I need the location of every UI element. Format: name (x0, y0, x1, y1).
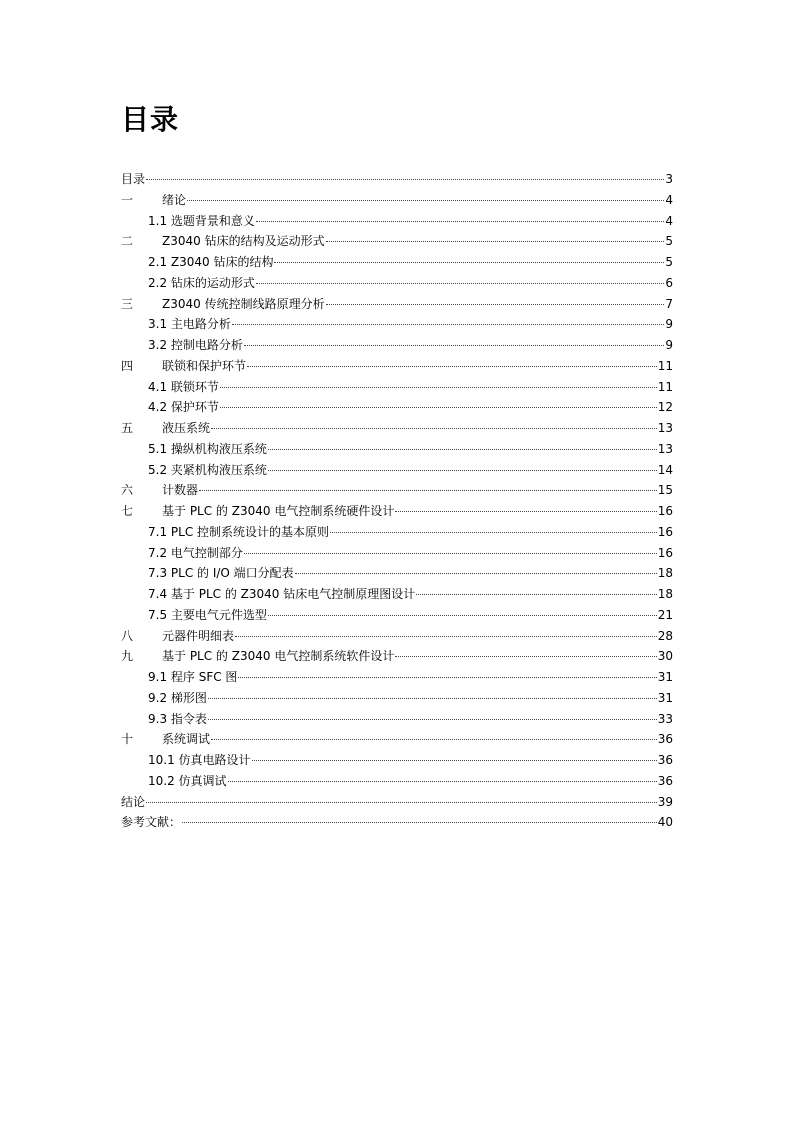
toc-entry-title: 参考文献： (121, 815, 182, 830)
toc-entry-title: 联锁和保护环节 (162, 358, 247, 373)
toc-entry[interactable] (121, 231, 673, 252)
toc-entry[interactable] (121, 169, 673, 190)
toc-chapter-number: 十 (121, 732, 134, 747)
toc-entry-title: 7.2 电气控制部分 (148, 545, 243, 560)
toc-dot-leader (256, 283, 664, 284)
toc-dot-leader (208, 698, 657, 699)
toc-page-number: 14 (657, 462, 673, 477)
toc-dot-leader (182, 822, 657, 823)
toc-dot-leader (211, 739, 657, 740)
toc-page-number: 12 (657, 400, 673, 415)
toc-dot-leader (232, 324, 664, 325)
toc-entry[interactable] (121, 522, 673, 543)
toc-entry[interactable] (121, 294, 673, 315)
toc-page-number: 30 (657, 649, 673, 664)
toc-page-number: 16 (657, 504, 673, 518)
toc-page-number: 5 (665, 255, 673, 269)
toc-page-number: 36 (657, 753, 673, 767)
toc-dot-leader (295, 573, 657, 574)
toc-page-number: 40 (657, 815, 673, 830)
toc-entry[interactable] (121, 397, 673, 418)
toc-entry-title: 5.1 操纵机构液压系统 (148, 441, 267, 456)
toc-page-number: 11 (657, 358, 673, 373)
toc-page-number: 3 (665, 172, 673, 186)
toc-page-number: 13 (657, 441, 673, 456)
toc-entry[interactable] (121, 750, 673, 771)
toc-page-number: 36 (657, 732, 673, 747)
toc-entry[interactable] (121, 771, 673, 792)
toc-dot-leader (274, 262, 664, 263)
toc-entry-title: 4.2 保护环节 (148, 400, 219, 415)
toc-entry[interactable] (121, 812, 673, 833)
toc-dot-leader (146, 179, 664, 180)
toc-list (121, 169, 673, 833)
toc-entry-title: 基于 PLC 的 Z3040 电气控制系统硬件设计 (162, 504, 395, 518)
toc-entry-title: 7.1 PLC 控制系统设计的基本原则 (148, 524, 330, 539)
toc-dot-leader (256, 221, 664, 222)
toc-page-number: 28 (657, 628, 673, 643)
toc-entry[interactable] (121, 688, 673, 709)
toc-entry[interactable] (121, 190, 673, 211)
toc-dot-leader (238, 677, 656, 678)
toc-entry-title: 9.3 指令表 (148, 711, 207, 726)
toc-page-number: 5 (665, 234, 673, 249)
toc-entry[interactable] (121, 563, 673, 584)
toc-entry-title: 4.1 联锁环节 (148, 379, 219, 394)
toc-page-number: 31 (657, 670, 673, 684)
toc-entry-title: Z3040 传统控制线路原理分析 (162, 296, 325, 311)
toc-page-number: 16 (657, 524, 673, 539)
toc-entry[interactable] (121, 605, 673, 626)
toc-entry[interactable] (121, 377, 673, 398)
toc-entry[interactable] (121, 646, 673, 667)
toc-dot-leader (326, 304, 665, 305)
toc-entry-title: 7.5 主要电气元件选型 (148, 607, 267, 622)
toc-dot-leader (330, 532, 657, 533)
toc-dot-leader (228, 781, 657, 782)
toc-entry-title: 7.3 PLC 的 I/O 端口分配表 (148, 566, 294, 581)
toc-dot-leader (268, 449, 657, 450)
toc-dot-leader (199, 490, 657, 491)
toc-dot-leader (395, 656, 656, 657)
toc-page-number: 33 (657, 711, 673, 726)
toc-entry-title: 10.1 仿真电路设计 (148, 753, 251, 767)
toc-entry-title: 绪论 (162, 192, 187, 207)
toc-page-number: 16 (657, 545, 673, 560)
toc-dot-leader (268, 470, 657, 471)
toc-entry-title: 3.2 控制电路分析 (148, 338, 243, 352)
toc-entry-title: 2.1 Z3040 钻床的结构 (148, 255, 274, 269)
toc-page-number: 21 (657, 607, 673, 622)
toc-heading: 目录 (121, 103, 180, 136)
toc-dot-leader (247, 366, 657, 367)
toc-entry[interactable] (121, 543, 673, 564)
toc-dot-leader (146, 802, 657, 803)
toc-entry-title: 7.4 基于 PLC 的 Z3040 钻床电气控制原理图设计 (148, 587, 416, 601)
toc-entry-title: 液压系统 (162, 421, 211, 435)
toc-entry-title: 1.1 选题背景和意义 (148, 213, 255, 228)
toc-page-number: 11 (657, 379, 673, 394)
toc-dot-leader (220, 387, 657, 388)
toc-chapter-number: 四 (121, 358, 134, 373)
toc-entry-title: 10.2 仿真调试 (148, 773, 227, 788)
toc-entry[interactable] (121, 460, 673, 481)
toc-entry[interactable] (121, 356, 673, 377)
toc-chapter-number: 八 (121, 628, 134, 643)
toc-page-number: 39 (657, 794, 673, 809)
toc-page-number: 9 (665, 317, 673, 332)
toc-entry-title: 3.1 主电路分析 (148, 317, 231, 332)
toc-dot-leader (244, 345, 664, 346)
toc-entry-title: 计数器 (162, 483, 199, 498)
toc-chapter-number: 三 (121, 296, 134, 311)
toc-page-number: 18 (657, 566, 673, 581)
toc-entry-title: 目录 (121, 172, 146, 186)
toc-entry-title: 结论 (121, 794, 146, 809)
toc-dot-leader (416, 594, 657, 595)
toc-entry-title: 2.2 钻床的运动形式 (148, 275, 255, 290)
toc-page-number: 18 (657, 587, 673, 601)
toc-page-number: 7 (665, 296, 673, 311)
toc-entry-title: 9.2 梯形图 (148, 690, 207, 705)
toc-entry[interactable] (121, 480, 673, 501)
toc-chapter-number: 七 (121, 504, 134, 518)
toc-entry-title: 系统调试 (162, 732, 211, 747)
toc-chapter-number: 六 (121, 483, 134, 498)
toc-chapter-number: 九 (121, 649, 134, 664)
toc-entry[interactable] (121, 273, 673, 294)
toc-page-number: 9 (665, 338, 673, 352)
toc-entry-title: 元器件明细表 (162, 628, 235, 643)
toc-entry[interactable] (121, 439, 673, 460)
toc-entry[interactable] (121, 584, 673, 605)
toc-entry[interactable] (121, 501, 673, 522)
toc-dot-leader (208, 719, 657, 720)
toc-entry-title: 9.1 程序 SFC 图 (148, 670, 238, 684)
toc-dot-leader (211, 428, 657, 429)
toc-dot-leader (244, 553, 657, 554)
toc-chapter-number: 一 (121, 192, 134, 207)
toc-page-number: 15 (657, 483, 673, 498)
toc-page-number: 13 (657, 421, 673, 435)
toc-entry[interactable] (121, 667, 673, 688)
toc-page-number: 4 (665, 213, 673, 228)
toc-chapter-number: 五 (121, 421, 134, 435)
toc-dot-leader (235, 636, 657, 637)
toc-page-number: 4 (665, 192, 673, 207)
toc-dot-leader (187, 200, 664, 201)
toc-dot-leader (326, 241, 665, 242)
toc-entry[interactable] (121, 729, 673, 750)
toc-entry[interactable] (121, 335, 673, 356)
toc-page-number: 31 (657, 690, 673, 705)
toc-dot-leader (220, 407, 657, 408)
toc-page-number: 6 (665, 275, 673, 290)
toc-entry[interactable] (121, 792, 673, 813)
toc-entry[interactable] (121, 418, 673, 439)
toc-page-number: 36 (657, 773, 673, 788)
toc-dot-leader (395, 511, 656, 512)
toc-entry-title: 基于 PLC 的 Z3040 电气控制系统软件设计 (162, 649, 395, 664)
toc-entry-title: 5.2 夹紧机构液压系统 (148, 462, 267, 477)
toc-entry[interactable] (121, 314, 673, 335)
toc-entry-title: Z3040 钻床的结构及运动形式 (162, 234, 325, 249)
toc-entry[interactable] (121, 709, 673, 730)
toc-dot-leader (268, 615, 657, 616)
toc-entry[interactable] (121, 252, 673, 273)
toc-entry[interactable] (121, 211, 673, 232)
toc-chapter-number: 二 (121, 234, 134, 249)
toc-dot-leader (252, 760, 657, 761)
toc-entry[interactable] (121, 626, 673, 647)
